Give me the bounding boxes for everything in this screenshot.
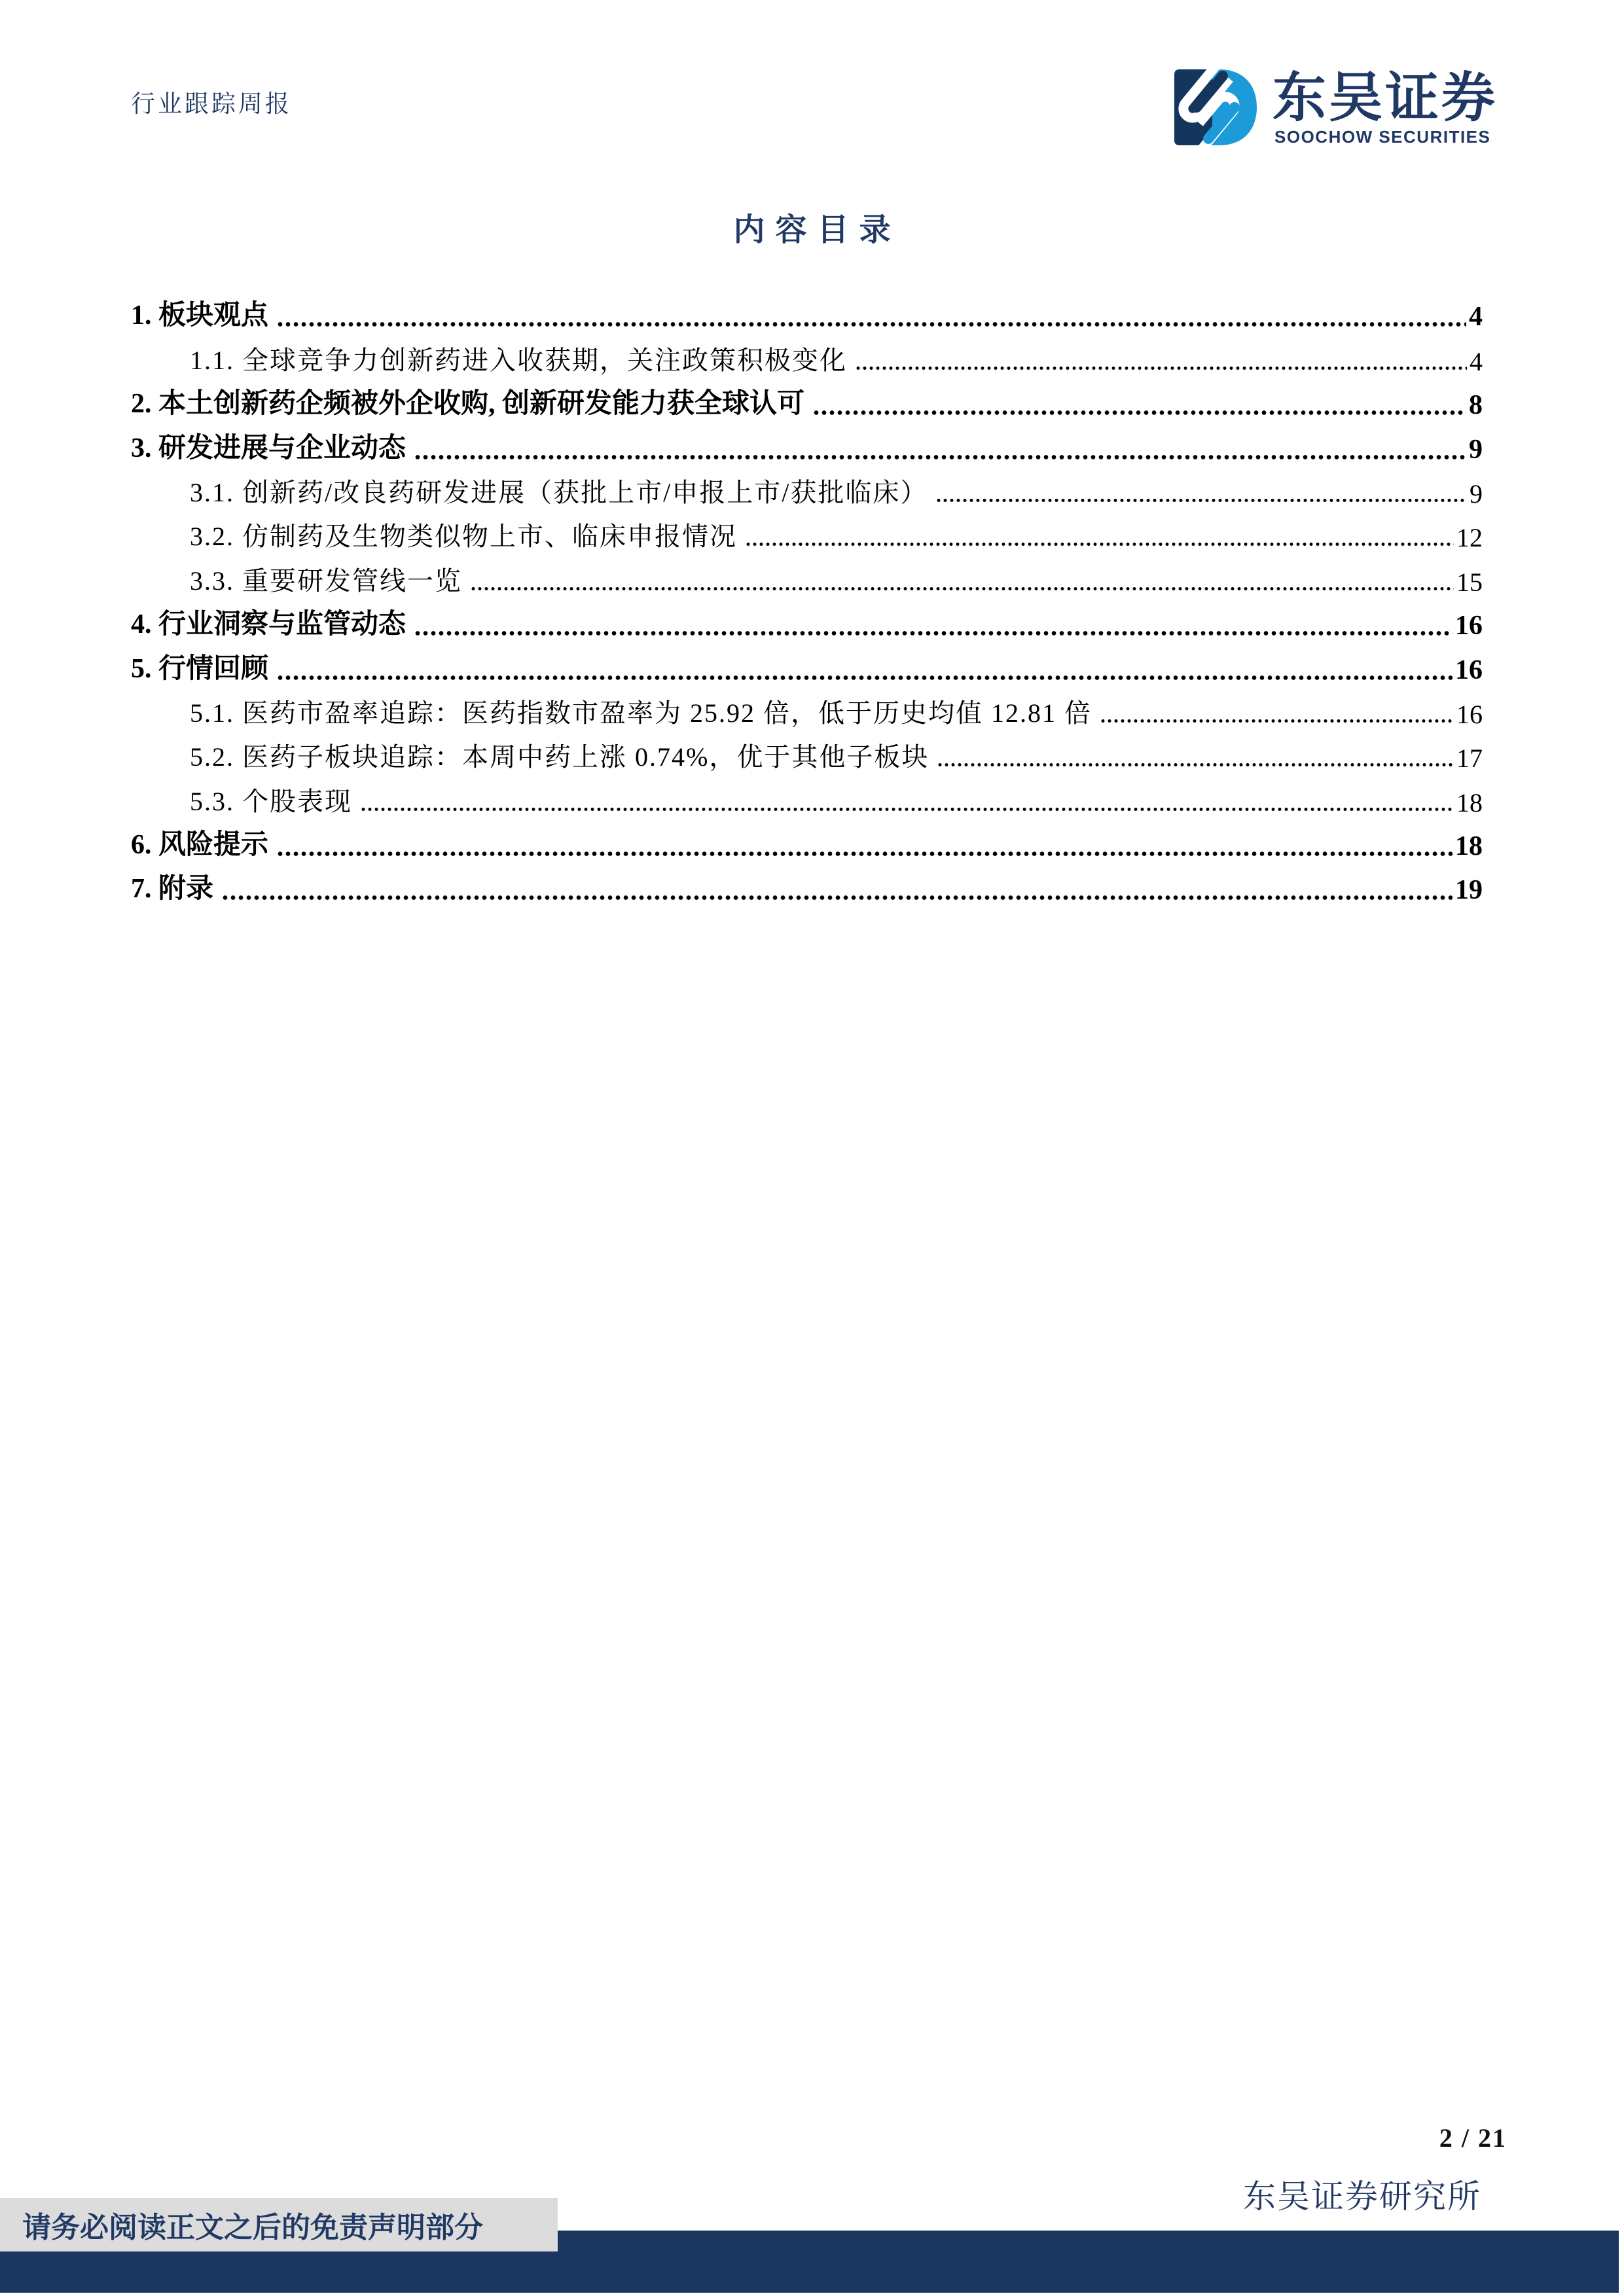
toc-entry-page-number: 4 [1469,302,1483,332]
toc-dotted-leader [745,541,1454,547]
toc-dotted-leader [276,851,1453,857]
toc-entry-page-number: 12 [1456,523,1483,553]
toc-entry-label: 7. 附录 [131,874,214,905]
toc-entry[interactable] [131,730,1483,774]
toc-entry-page-number: 17 [1456,744,1483,774]
toc-entry[interactable] [131,421,1483,465]
toc-entry-label: 5.3. 个股表现 [190,786,352,816]
toc-entry-label: 6. 风险提示 [131,830,269,861]
toc-entry-page-number: 9 [1469,434,1483,465]
toc-entry-page-number: 16 [1456,699,1483,729]
toc-dotted-leader [935,497,1467,503]
toc-entry[interactable] [131,553,1483,597]
toc-entry[interactable] [131,774,1483,817]
toc-entry[interactable] [131,332,1483,376]
toc-dotted-leader [360,806,1454,812]
toc-entry-page-number: 4 [1470,346,1483,376]
toc-dotted-leader [276,321,1466,327]
toc-dotted-leader [276,675,1453,681]
toc-dotted-leader [221,895,1453,901]
toc-entry-page-number: 19 [1455,875,1483,906]
toc-entry-page-number: 18 [1456,787,1483,817]
toc-entry-label: 3.1. 创新药/改良药研发进展（获批上市/申报上市/获批临床） [190,477,928,507]
toc-entry-page-number: 9 [1470,478,1483,509]
toc-entry-label: 2. 本土创新药企频被外企收购, 创新研发能力获全球认可 [131,389,805,420]
report-type-label: 行业跟踪周报 [131,91,292,118]
disclaimer-text: 请务必阅读正文之后的免责声明部分 [22,2212,483,2244]
toc-entry-label: 3.3. 重要研发管线一览 [190,565,462,596]
toc-dotted-leader [855,365,1467,371]
toc-entry[interactable] [131,509,1483,553]
toc-entry-label: 1.1. 全球竞争力创新药进入收获期，关注政策积极变化 [190,345,847,375]
toc-entry[interactable] [131,465,1483,509]
soochow-logo [1169,64,1536,151]
toc-entry[interactable] [131,377,1483,421]
toc-entry-page-number: 16 [1455,611,1483,641]
toc-entry-label: 3.2. 仿制药及生物类似物上市、临床申报情况 [190,522,737,552]
toc-entry[interactable] [131,289,1483,332]
toc-entry[interactable] [131,686,1483,730]
toc-entry[interactable] [131,818,1483,862]
toc-entry-label: 5. 行情回顾 [131,653,269,684]
toc-dotted-leader [937,762,1454,768]
toc-entry-page-number: 8 [1469,390,1483,421]
toc-list [131,289,1483,906]
toc-dotted-leader [812,410,1466,416]
logo-en-text: SOOCHOW SECURITIES [1274,127,1491,147]
toc-dotted-leader [414,630,1453,636]
logo-cn-text: 东吴证券 [1272,68,1498,128]
toc-entry[interactable] [131,641,1483,685]
toc-title: 内容目录 [733,213,901,247]
research-institute-label: 东吴证券研究所 [1243,2178,1481,2215]
page-number-indicator: 2 / 21 [1439,2123,1507,2153]
toc-entry-page-number: 18 [1455,831,1483,862]
toc-dotted-leader [470,586,1454,592]
toc-dotted-leader [414,454,1466,460]
toc-entry-page-number: 15 [1456,567,1483,597]
soochow-logo-icon [1169,65,1262,149]
toc-entry[interactable] [131,598,1483,641]
toc-entry[interactable] [131,862,1483,906]
disclaimer-box [0,2198,558,2251]
toc-entry-label: 4. 行业洞察与监管动态 [131,609,406,640]
toc-entry-label: 3. 研发进展与企业动态 [131,433,406,463]
toc-dotted-leader [1100,718,1454,724]
toc-entry-label: 1. 板块观点 [131,300,269,331]
toc-entry-label: 5.2. 医药子板块追踪：本周中药上涨 0.74%，优于其他子板块 [190,742,929,772]
toc-entry-label: 5.1. 医药市盈率追踪：医药指数市盈率为 25.92 倍，低于历史均值 12.81 倍 [190,698,1092,728]
toc-entry-page-number: 16 [1455,655,1483,685]
